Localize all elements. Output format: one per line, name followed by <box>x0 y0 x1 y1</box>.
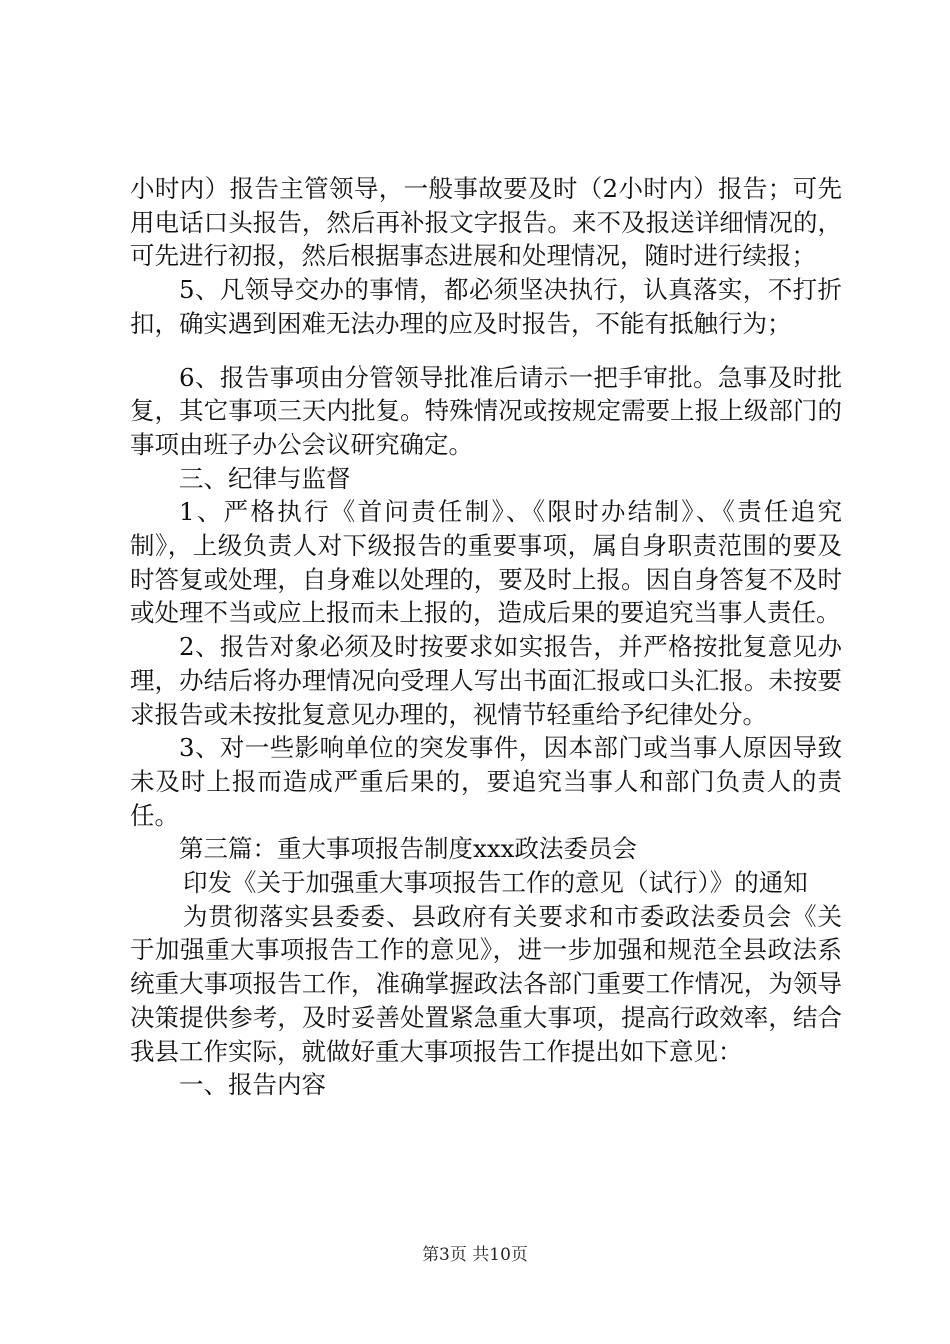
paragraph-item-5: 5、凡领导交办的事情，都必须坚决执行，认真落实，不打折扣，确实遇到困难无法办理的应及时报告，不能有抵触行为； <box>130 275 842 338</box>
chapter-title: 第三篇：重大事项报告制度xxx政法委员会 <box>179 834 637 864</box>
body-text <box>130 172 842 1102</box>
paragraph-continuation: 小时内）报告主管领导，一般事故要及时（2小时内）报告；可先用电话口头报告，然后再补报文字报告。来不及报送详细情况的，可先进行初报，然后根据事态进展和处理情况，随时进行续报； <box>130 174 842 271</box>
paragraph-item-6: 6、报告事项由分管领导批准后请示一把手审批。急事及时批复，其它事项三天内批复。特殊情况或按规定需要上报上级部门的事项由班子办公会议研究确定。 <box>130 362 842 459</box>
paragraph-discipline-2: 2、报告对象必须及时按要求如实报告，并严格按批复意见办理，办结后将办理情况向受理人写出书面汇报或口头汇报。未按要求报告或未按批复意见办理的，视情节轻重给予纪律处分。 <box>130 632 842 729</box>
section-heading-discipline: 三、纪律与监督 <box>179 463 351 493</box>
page-number-footer: 第3页 共10页 <box>422 1245 528 1265</box>
notice-title: 印发《关于加强重大事项报告工作的意见（试行）》的通知 <box>183 868 808 898</box>
paragraph-intro: 为贯彻落实县委委、县政府有关要求和市委政法委员会《关于加强重大事项报告工作的意见》，进一步加强和规范全县政法系统重大事项报告工作，准确掌握政法各部门重要工作情况，为领导决策提供参考，及时妥善处置紧急重大事项，提高行政效率，结合我县工作实际，就做好重大事项报告工作提出如下意见： <box>130 901 842 1066</box>
section-heading-report-content: 一、报告内容 <box>179 1070 326 1100</box>
paragraph-discipline-3: 3、对一些影响单位的突发事件，因本部门或当事人原因导致未及时上报而造成严重后果的，要追究当事人和部门负责人的责任。 <box>130 733 842 830</box>
paragraph-discipline-1: 1、严格执行《首问责任制》、《限时办结制》、《责任追究制》，上级负责人对下级报告的重要事项，属自身职责范围的要及时答复或处理，自身难以处理的，要及时上报。因自身答复不及时或处理不当或应上报而未上报的，造成后果的要追究当事人责任。 <box>130 497 842 628</box>
